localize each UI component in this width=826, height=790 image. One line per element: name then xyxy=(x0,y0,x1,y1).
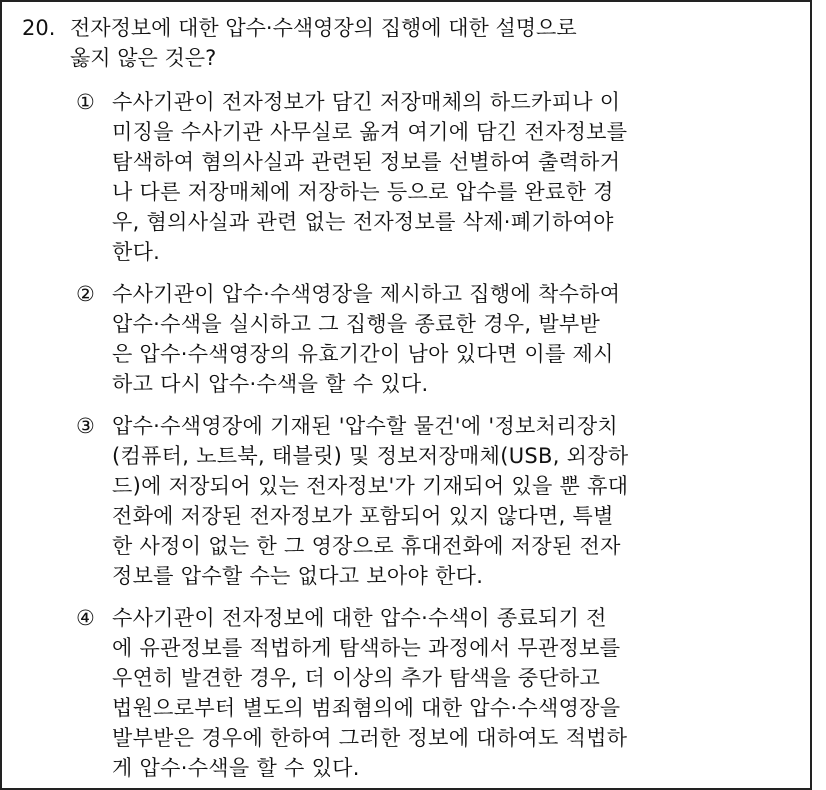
option-1-line: 수사기관이 전자정보가 담긴 저장매체의 하드카피나 이 xyxy=(112,90,621,114)
option-1-line: 한다. xyxy=(112,240,161,264)
option-4-line: 수사기관이 전자정보에 대한 압수·수색이 종료되기 전 xyxy=(112,606,607,630)
option-3-line: (컴퓨터, 노트북, 태블릿) 및 정보저장매체(USB, 외장하 xyxy=(112,444,629,468)
option-3-marker: ③ xyxy=(76,414,95,438)
option-3-line: 압수·수색영장에 기재된 '압수할 물건'에 '정보처리장치 xyxy=(112,414,618,438)
option-4-line: 게 압수·수색을 할 수 있다. xyxy=(112,756,360,780)
option-1-line: 탐색하여 혐의사실과 관련된 정보를 선별하여 출력하거 xyxy=(112,150,621,174)
question-stem-line: 옳지 않은 것은? xyxy=(70,46,217,70)
option-4-line: 발부받은 경우에 한하여 그러한 정보에 대하여도 적법하 xyxy=(112,726,628,750)
option-1-marker: ① xyxy=(76,90,95,114)
option-2-marker: ② xyxy=(76,282,95,306)
question-stem-line: 전자정보에 대한 압수·수색영장의 집행에 대한 설명으로 xyxy=(70,16,577,40)
option-1-line: 미징을 수사기관 사무실로 옮겨 여기에 담긴 전자정보를 xyxy=(112,120,628,144)
option-4-line: 에 유관정보를 적법하게 탐색하는 과정에서 무관정보를 xyxy=(112,636,621,660)
option-2-line: 은 압수·수색영장의 유효기간이 남아 있다면 이를 제시 xyxy=(112,342,614,366)
option-3-line: 전화에 저장된 전자정보가 포함되어 있지 않다면, 특별 xyxy=(112,504,614,528)
option-2-line: 수사기관이 압수·수색영장을 제시하고 집행에 착수하여 xyxy=(112,282,621,306)
option-3-line: 드)에 저장되어 있는 전자정보'가 기재되어 있을 뿐 휴대 xyxy=(112,474,629,498)
question-number: 20. xyxy=(22,16,56,40)
option-1-line: 우, 혐의사실과 관련 없는 전자정보를 삭제·폐기하여야 xyxy=(112,210,614,234)
option-4-line: 우연히 발견한 경우, 더 이상의 추가 탐색을 중단하고 xyxy=(112,666,601,690)
option-1-line: 나 다른 저장매체에 저장하는 등으로 압수를 완료한 경 xyxy=(112,180,614,204)
option-4-line: 법원으로부터 별도의 범죄혐의에 대한 압수·수색영장을 xyxy=(112,696,621,720)
option-2-line: 하고 다시 압수·수색을 할 수 있다. xyxy=(112,372,429,396)
option-3-line: 정보를 압수할 수는 없다고 보아야 한다. xyxy=(112,564,484,588)
option-3-line: 한 사정이 없는 한 그 영장으로 휴대전화에 저장된 전자 xyxy=(112,534,621,558)
option-4-marker: ④ xyxy=(76,606,95,630)
option-2-line: 압수·수색을 실시하고 그 집행을 종료한 경우, 발부받 xyxy=(112,312,601,336)
